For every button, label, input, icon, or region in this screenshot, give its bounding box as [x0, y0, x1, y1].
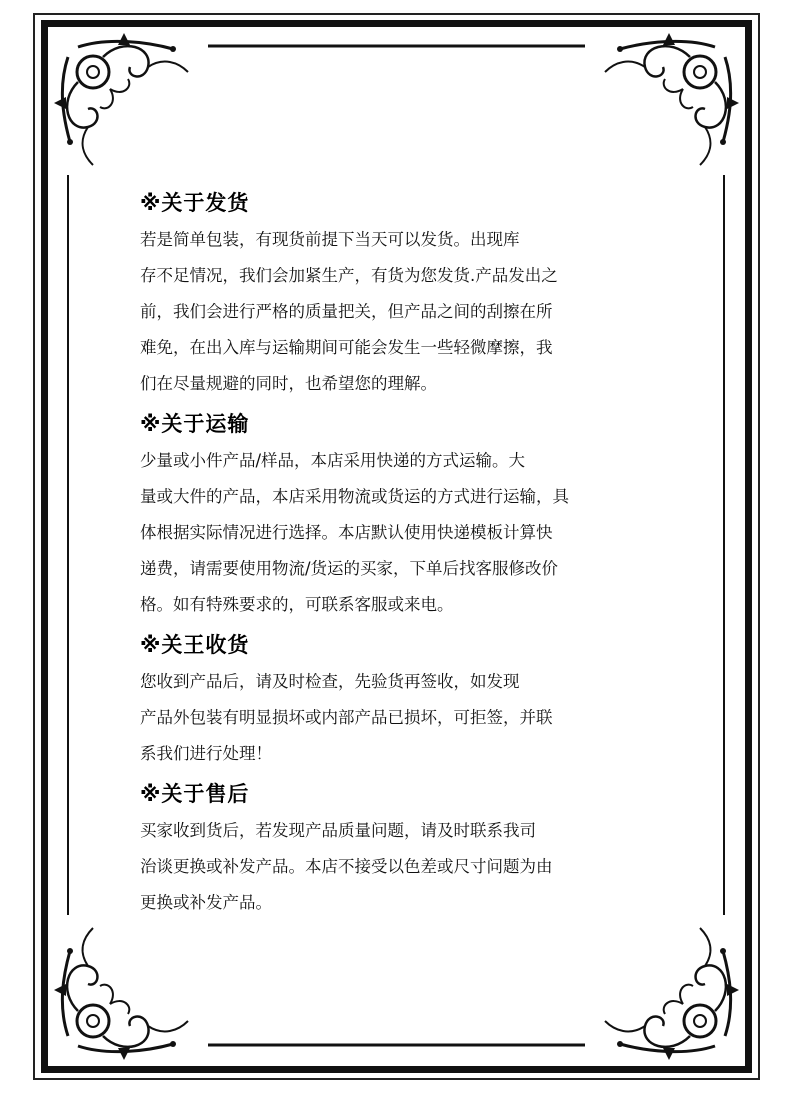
text-line: 少量或小件产品/样品，本店采用快递的方式运输。大 — [140, 451, 526, 470]
text-line: 若是简单包装，有现货前提下当天可以发货。出现库 — [140, 230, 520, 249]
section-title-transport: ※关于运输 — [140, 412, 250, 436]
section-title-shipping: ※关于发货 — [140, 191, 250, 215]
corner-ornament-top-left — [48, 27, 208, 167]
text-line: 存不足情况，我们会加紧生产，有货为您发货.产品发出之 — [140, 266, 558, 285]
text-line: 产品外包装有明显损坏或内部产品已损坏，可拒签，并联 — [140, 708, 553, 727]
text-line: 们在尽量规避的同时，也希望您的理解。 — [140, 374, 437, 393]
text-line: 买家收到货后，若发现产品质量问题，请及时联系我司 — [140, 821, 536, 840]
section-title-after-sales: ※关于售后 — [140, 782, 250, 806]
corner-ornament-top-right — [585, 27, 745, 167]
text-line: 递费，请需要使用物流/货运的买家，下单后找客服修改价 — [140, 559, 559, 578]
text-line: 前，我们会进行严格的质量把关，但产品之间的刮擦在所 — [140, 302, 553, 321]
text-line: 治谈更换或补发产品。本店不接受以色差或尺寸问题为由 — [140, 857, 553, 876]
text-line: 体根据实际情况进行选择。本店默认使用快递模板计算快 — [140, 523, 553, 542]
corner-ornament-bottom-left — [48, 926, 208, 1066]
text-line: 更换或补发产品。 — [140, 893, 272, 912]
section-body-shipping — [140, 222, 670, 402]
corner-ornament-bottom-right — [585, 926, 745, 1066]
section-body-transport — [140, 443, 670, 623]
section-title-receiving: ※关王收货 — [140, 633, 250, 657]
section-body-receiving — [140, 664, 670, 772]
text-line: 您收到产品后，请及时检查，先验货再签收，如发现 — [140, 672, 520, 691]
notice-content — [140, 184, 670, 924]
text-line: 格。如有特殊要求的，可联系客服或来电。 — [140, 595, 454, 614]
text-line: 量或大件的产品，本店采用物流或货运的方式进行运输，具 — [140, 487, 569, 506]
text-line: 系我们进行处理！ — [140, 744, 272, 763]
text-line: 难免，在出入库与运输期间可能会发生一些轻微摩擦，我 — [140, 338, 553, 357]
section-body-after-sales — [140, 813, 670, 921]
